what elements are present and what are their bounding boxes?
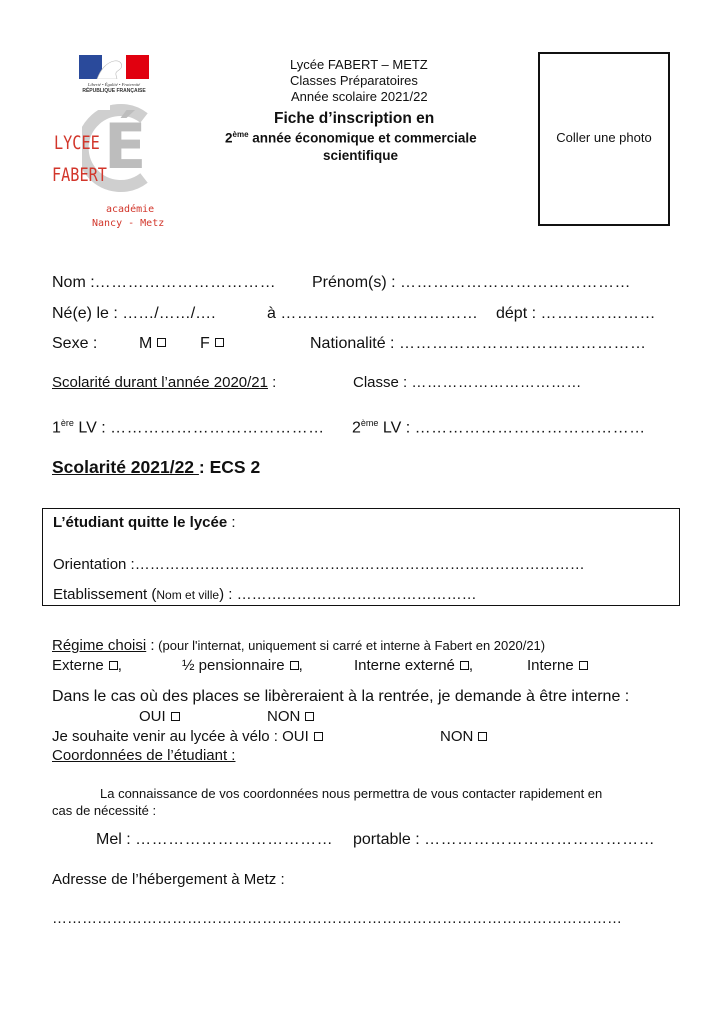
etablissement-label: Etablissement (	[53, 586, 157, 603]
demi-comma: ,	[298, 657, 303, 674]
externe-checkbox[interactable]	[109, 661, 118, 670]
dept-label: dépt :	[496, 305, 537, 322]
sexe-f-option	[200, 335, 224, 353]
velo-question: Je souhaite venir au lycée à vélo : OUI	[52, 728, 309, 745]
republic-name: RÉPUBLIQUE FRANÇAISE	[82, 88, 146, 94]
etablissement-field[interactable]: …………………………………………	[236, 586, 477, 603]
contact-intro-line2: cas de nécessité :	[52, 803, 157, 818]
externe-label: Externe	[52, 657, 104, 674]
lv1-field[interactable]: …………………………………	[110, 419, 325, 437]
adresse-label: Adresse de l’hébergement à Metz :	[52, 871, 285, 888]
velo-oui-checkbox[interactable]	[314, 732, 323, 741]
birthdate-field[interactable]: ……/……/….	[122, 305, 216, 322]
lv2-sup: ème	[360, 418, 379, 428]
lv2-label: LV :	[378, 419, 411, 437]
big-e-letter: É	[104, 110, 147, 183]
velo-non-option	[440, 728, 487, 745]
orientation-label: Orientation :	[53, 556, 135, 573]
sexe-m-checkbox[interactable]	[157, 338, 166, 347]
demi-label: ½ pensionnaire	[182, 657, 285, 674]
orientation-row	[53, 556, 585, 573]
dept-row	[496, 305, 656, 323]
classe-label: Classe :	[353, 374, 408, 391]
lv1-sup: ère	[60, 418, 74, 428]
demi-option	[182, 657, 303, 674]
photo-box[interactable]	[538, 52, 670, 226]
externe-comma: ,	[117, 657, 122, 674]
level-sup: ème	[232, 130, 249, 139]
scolarite-current-value: : ECS 2	[198, 457, 261, 477]
form-level-line2: scientifique	[323, 148, 399, 163]
leaving-title-row	[53, 514, 236, 531]
scolarite-prev-label: Scolarité durant l’année 2020/21	[52, 374, 268, 391]
orientation-field[interactable]: ………………………………………………………………………………	[134, 556, 585, 573]
birthplace-field[interactable]: ………………………………	[280, 305, 479, 322]
places-oui-option	[139, 708, 180, 725]
classe-row	[353, 374, 582, 391]
interne-checkbox[interactable]	[579, 661, 588, 670]
lycee-text: LYCEE	[54, 132, 100, 154]
lv1-row	[52, 418, 325, 437]
nom-field[interactable]: ……………………………	[94, 274, 277, 291]
interne-externe-option	[354, 657, 473, 674]
prenom-label: Prénom(s) :	[312, 274, 396, 291]
sexe-f-checkbox[interactable]	[215, 338, 224, 347]
nancy-metz-text: Nancy - Metz	[92, 218, 165, 229]
nationalite-row	[310, 335, 646, 353]
level-num: 2	[225, 130, 233, 146]
places-oui-label: OUI	[139, 708, 166, 725]
f-label: F	[200, 335, 210, 352]
ne-label: Né(e) le :	[52, 305, 118, 322]
a-label: à	[267, 305, 276, 322]
nationalite-field[interactable]: ………………………………………	[398, 335, 647, 352]
mel-field[interactable]: ………………………………	[135, 831, 334, 848]
dept-field[interactable]: …………………	[540, 305, 656, 322]
regime-label: Régime choisi	[52, 637, 147, 654]
places-oui-checkbox[interactable]	[171, 712, 180, 721]
scolarite-current-label: Scolarité 2021/22	[52, 457, 199, 477]
scolarite-prev-colon: :	[268, 374, 277, 391]
regime-note: (pour l'internat, uniquement si carré et interne à Fabert en 2020/21)	[154, 638, 546, 653]
interne-option	[527, 657, 588, 674]
photo-label: Coller une photo	[556, 130, 652, 145]
regime-row	[52, 637, 545, 654]
velo-non-label: NON	[440, 728, 474, 745]
level-rest: année économique et commerciale	[248, 130, 477, 146]
lieu-row	[267, 305, 478, 323]
m-label: M	[139, 335, 153, 352]
republique-francaise-logo	[78, 55, 150, 99]
scolarite-current-row	[52, 457, 260, 478]
form-level	[225, 130, 477, 146]
form-title: Fiche d’inscription en	[274, 110, 435, 127]
places-question: Dans le cas où des places se libèreraient à la rentrée, je demande à être interne :	[52, 688, 630, 705]
nom-label: Nom :	[52, 274, 95, 291]
sexe-m-option	[139, 335, 166, 353]
leaving-section	[42, 508, 680, 606]
lycee-fabert-logo	[52, 98, 167, 233]
classe-field[interactable]: ……………………………	[411, 374, 582, 391]
places-non-option	[267, 708, 314, 725]
regime-colon: :	[146, 637, 155, 654]
prenom-row	[312, 274, 631, 292]
lv2-field[interactable]: ……………………………………	[414, 419, 646, 437]
interne-externe-checkbox[interactable]	[460, 661, 469, 670]
nationalite-label: Nationalité :	[310, 335, 395, 352]
portable-field[interactable]: ……………………………………	[424, 831, 656, 848]
interne-externe-label: Interne externé	[354, 657, 455, 674]
school-name: Lycée FABERT – METZ	[290, 57, 428, 72]
sexe-row	[52, 335, 97, 353]
academie-text: académie	[106, 204, 155, 215]
places-non-label: NON	[267, 708, 301, 725]
demi-pensionnaire-checkbox[interactable]	[290, 661, 299, 670]
etablissement-close: ) :	[219, 586, 233, 603]
lv1-num: 1	[52, 419, 61, 437]
portable-row	[353, 831, 655, 849]
mel-label: Mel :	[96, 831, 131, 848]
lv1-label: LV :	[73, 419, 106, 437]
marianne-flag-icon	[79, 55, 149, 79]
classes-line: Classes Préparatoires	[290, 73, 418, 88]
velo-non-checkbox[interactable]	[478, 732, 487, 741]
lv2-row	[352, 418, 646, 437]
adresse-field[interactable]: ……………………………………………………………………………………………………	[52, 910, 622, 927]
republic-motto: Liberté • Égalité • Fraternité	[87, 82, 141, 87]
sexe-label: Sexe :	[52, 335, 98, 352]
leaving-title-colon: :	[227, 514, 236, 531]
velo-row	[52, 728, 323, 745]
fabert-text: FABERT	[52, 164, 107, 186]
etablissement-hint: Nom et ville	[156, 588, 220, 602]
scolarite-prev-row	[52, 374, 276, 391]
prenom-field[interactable]: ……………………………………	[400, 274, 632, 291]
etablissement-row	[53, 586, 477, 603]
externe-option	[52, 657, 122, 674]
interne-externe-comma: ,	[468, 657, 474, 674]
leaving-title: L’étudiant quitte le lycée	[53, 514, 228, 531]
contact-intro-line1: La connaissance de vos coordonnées nous permettra de vous contacter rapidement en	[100, 786, 603, 801]
contact-title: Coordonnées de l’étudiant :	[52, 747, 236, 764]
lv2-num: 2	[352, 419, 361, 437]
mel-row	[96, 831, 333, 849]
portable-label: portable :	[353, 831, 420, 848]
school-year: Année scolaire 2021/22	[291, 89, 428, 104]
ne-row	[52, 305, 216, 323]
interne-label: Interne	[527, 657, 574, 674]
places-non-checkbox[interactable]	[305, 712, 314, 721]
nom-row	[52, 274, 276, 292]
